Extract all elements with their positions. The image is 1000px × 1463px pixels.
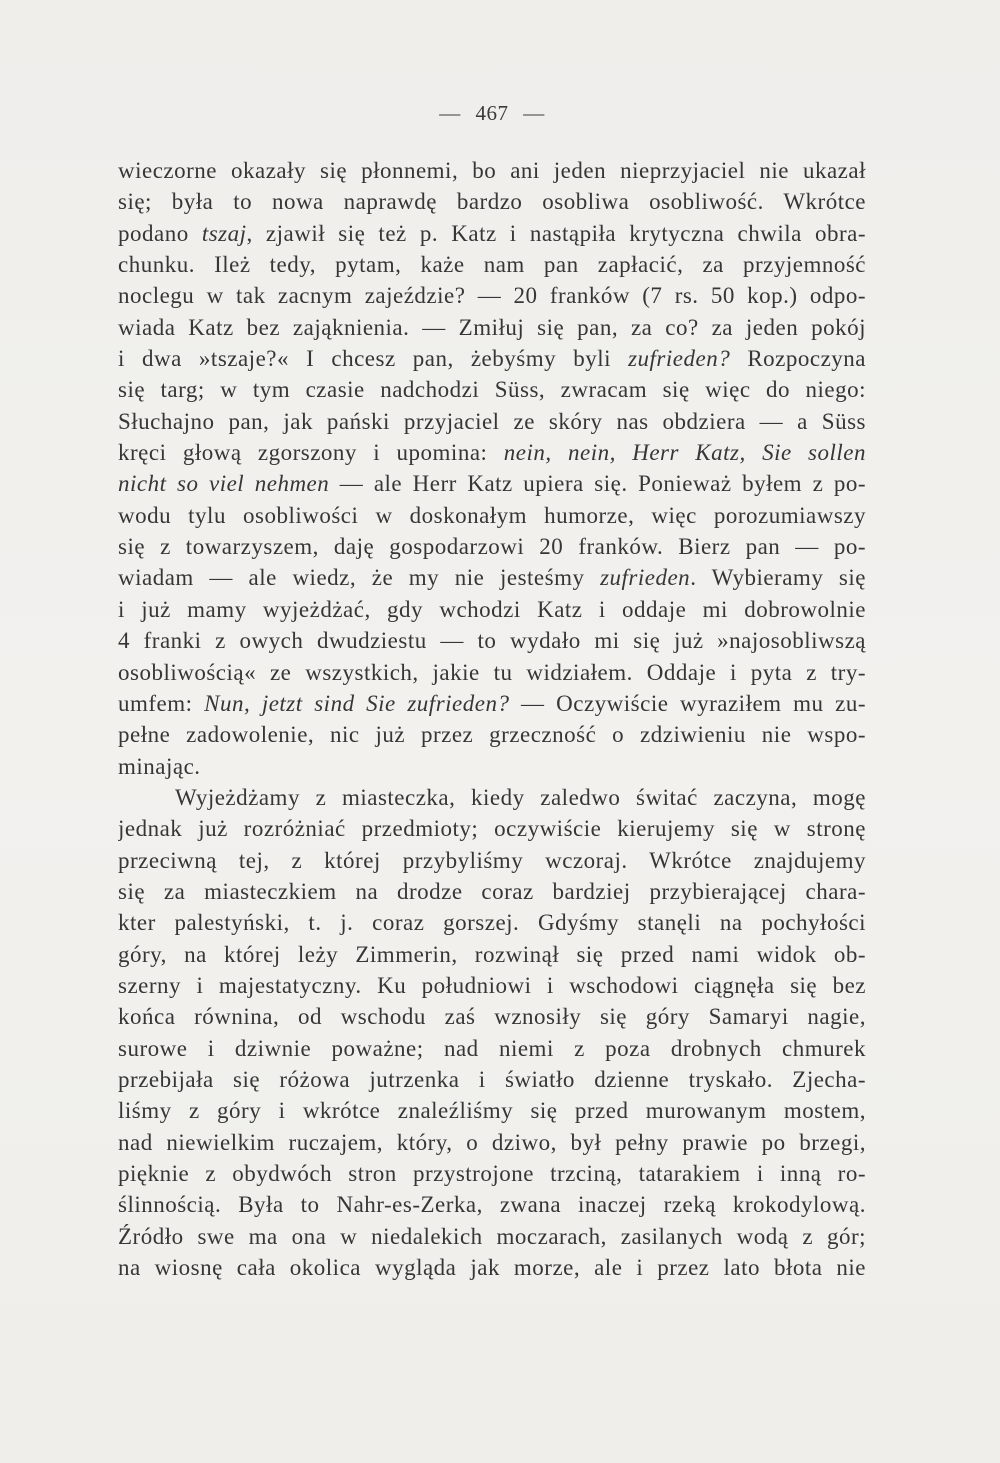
text-line	[118, 625, 866, 656]
text-line	[118, 468, 866, 499]
text-line	[118, 186, 866, 217]
text-line	[118, 312, 866, 343]
text-run: surowe i dziwnie poważne; nad niemi z poza drobnych chmurek	[118, 1035, 866, 1061]
text-line	[118, 845, 866, 876]
text-run: — ale Herr Katz upiera się. Ponieważ byłem z po-	[329, 471, 866, 497]
text-line	[118, 531, 866, 562]
text-run: kter palestyński, t. j. coraz gorszej. Gdyśmy stanęli na pochyłości	[118, 910, 866, 936]
text-line	[118, 657, 866, 688]
text-run: wieczorne okazały się płonnemi, bo ani jeden nieprzyjaciel nie ukazał	[118, 158, 866, 183]
text-run: końca równina, od wschodu zaś wznosiły się góry Samaryi nagie,	[118, 1004, 866, 1030]
text-line	[118, 249, 866, 280]
text-run: podano	[118, 220, 202, 246]
text-run: i już mamy wyjeżdżać, gdy wchodzi Katz i oddaje mi dobrowolnie	[118, 596, 866, 622]
text-line	[118, 1189, 866, 1220]
text-line	[118, 374, 866, 405]
text-line	[118, 1095, 866, 1126]
text-line	[118, 155, 866, 186]
text-line	[118, 343, 866, 374]
text-line	[118, 907, 866, 938]
italic-text: tszaj	[201, 220, 247, 246]
text-run: wiadam — ale wiedz, że my nie jesteśmy	[118, 565, 601, 591]
text-run: pięknie z obydwóch stron przystrojone trzciną, tatarakiem i inną ro-	[118, 1161, 866, 1186]
text-run: kręci głową zgorszony i upomina:	[118, 440, 504, 466]
text-run: pełne zadowolenie, nic już przez grzeczność o zdziwieniu nie wspo-	[118, 722, 866, 748]
text-line	[118, 594, 866, 625]
text-run: chunku. Ileż tedy, pytam, każe nam pan zapłacić, za przyjemność	[118, 252, 866, 278]
text-run: liśmy z góry i wkrótce znaleźliśmy się przed murowanym mostem,	[118, 1098, 866, 1124]
text-run: osobliwością« ze wszystkich, jakie tu widziałem. Oddaje i pyta z try-	[118, 659, 866, 685]
text-run: się za miasteczkiem na drodze coraz bardziej przybierającej chara-	[118, 878, 866, 904]
text-line	[118, 876, 866, 907]
text-line	[118, 1064, 866, 1095]
text-line	[118, 1158, 866, 1189]
text-run: szerny i majestatyczny. Ku południowi i wschodowi ciągnęła się bez	[118, 972, 866, 998]
text-line	[118, 719, 866, 750]
text-line	[118, 939, 866, 970]
text-run: , zjawił się też p. Katz i nastąpiła krytyczna chwila obra-	[246, 220, 866, 246]
text-run: Słuchajno pan, jak pański przyjaciel ze skóry nas obdziera — a Süss	[118, 408, 866, 434]
text-line	[118, 751, 866, 782]
text-run: wodu tylu osobliwości w doskonałym humorze, więc porozumiawszy	[118, 502, 866, 528]
text-run: się; była to nowa naprawdę bardzo osobliwa osobliwość. Wkrótce	[118, 189, 866, 215]
text-line	[118, 1221, 866, 1252]
text-run: wiada Katz bez zająknienia. — Zmiłuj się pan, za co? za jeden pokój	[118, 314, 866, 340]
text-run: 4 franki z owych dwudziestu — to wydało mi się już »najosobliwszą	[118, 628, 866, 654]
text-run: się targ; w tym czasie nadchodzi Süss, zwracam się więc do niego:	[118, 377, 866, 403]
text-line	[118, 218, 866, 249]
text-run: . Wybieramy się	[690, 565, 866, 591]
text-line	[118, 688, 866, 719]
text-run: jednak już rozróżniać przedmioty; oczywiście kierujemy się w stronę	[118, 816, 866, 842]
italic-text: nicht so viel nehmen	[118, 471, 330, 497]
paragraph	[118, 155, 866, 782]
text-run: Źródło swe ma ona w niedalekich moczarach, zasilanych wodą z gór;	[118, 1223, 866, 1249]
italic-text: nein, nein, Herr Katz, Sie sollen	[503, 440, 866, 466]
italic-text: zufrieden?	[628, 346, 731, 372]
paragraph	[118, 782, 866, 1284]
text-run: się z towarzyszem, daję gospodarzowi 20 franków. Bierz pan — po-	[118, 534, 866, 560]
page-number: — 467 —	[439, 101, 545, 125]
text-line	[118, 1033, 866, 1064]
text-line	[118, 1252, 866, 1283]
text-line	[118, 562, 866, 593]
italic-text: Nun, jetzt sind Sie zufrieden?	[204, 690, 510, 716]
text-line	[118, 782, 866, 813]
text-line	[118, 437, 866, 468]
text-run: i dwa »tszaje?« I chcesz pan, żebyśmy byli	[118, 346, 629, 372]
text-line	[118, 970, 866, 1001]
text-run: minając.	[118, 753, 201, 779]
text-run: ślinnością. Była to Nahr-es-Zerka, zwana inaczej rzeką krokodylową.	[118, 1192, 866, 1218]
text-run: nad niewielkim ruczajem, który, o dziwo, był pełny prawie po brzegi,	[118, 1129, 866, 1155]
text-run: Wyjeżdżamy z miasteczka, kiedy zaledwo świtać zaczyna, mogę	[175, 784, 866, 810]
text-run: umfem:	[118, 690, 205, 716]
text-run: góry, na której leży Zimmerin, rozwinął się przed nami widok ob-	[118, 941, 866, 967]
text-body	[118, 155, 866, 1283]
text-line	[118, 1127, 866, 1158]
text-run: na wiosnę cała okolica wygląda jak morze, ale i przez lato błota nie	[118, 1255, 866, 1281]
text-line	[118, 406, 866, 437]
text-run: przeciwną tej, z której przybyliśmy wczoraj. Wkrótce znajdujemy	[118, 847, 866, 873]
italic-text: zufrieden	[600, 565, 691, 591]
text-run: Rozpoczyna	[730, 346, 866, 372]
text-run: noclegu w tak zacnym zajeździe? — 20 franków (7 rs. 50 kop.) odpo-	[118, 283, 866, 309]
text-run: przebijała się różowa jutrzenka i światło dzienne tryskało. Zjecha-	[118, 1066, 866, 1092]
text-line	[118, 813, 866, 844]
text-line	[118, 1001, 866, 1032]
text-run: — Oczywiście wyraziłem mu zu-	[509, 690, 866, 716]
text-line	[118, 280, 866, 311]
text-line	[118, 500, 866, 531]
